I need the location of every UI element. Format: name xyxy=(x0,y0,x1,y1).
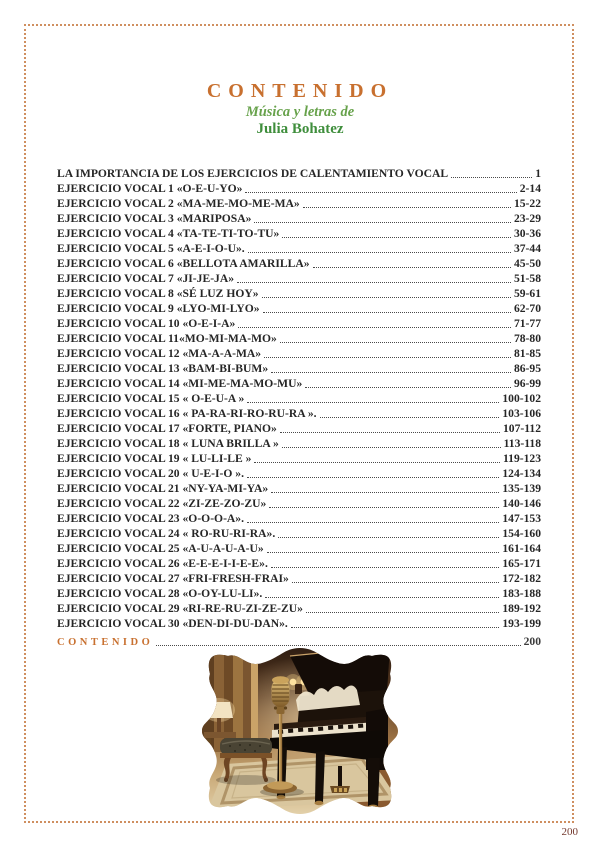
dot-leader xyxy=(271,492,499,493)
toc-entry[interactable] xyxy=(57,391,541,406)
toc-entry-label: EJERCICIO VOCAL 14 «MI-ME-MA-MO-MU» xyxy=(57,377,303,390)
dot-leader xyxy=(248,252,511,253)
toc-entry-pages: 96-99 xyxy=(513,377,541,390)
table-of-contents xyxy=(57,166,541,631)
toc-entry-pages: 37-44 xyxy=(513,242,541,255)
toc-entry-label: EJERCICIO VOCAL 28 «O-OY-LU-LI». xyxy=(57,587,263,600)
toc-entry[interactable] xyxy=(57,196,541,211)
corner-page-number: 200 xyxy=(561,826,578,838)
toc-entry-label: EJERCICIO VOCAL 12 «MA-A-A-MA» xyxy=(57,347,262,360)
toc-entry[interactable] xyxy=(57,406,541,421)
toc-entry[interactable] xyxy=(57,181,541,196)
dot-leader xyxy=(245,192,516,193)
dot-leader xyxy=(291,627,500,628)
toc-entry-pages: 103-106 xyxy=(502,407,541,420)
dot-leader xyxy=(269,507,499,508)
dot-leader xyxy=(282,237,511,238)
dot-leader xyxy=(262,297,511,298)
toc-entry-label: EJERCICIO VOCAL 1 «O-E-U-YO» xyxy=(57,182,243,195)
toc-entry[interactable] xyxy=(57,541,541,556)
dot-leader xyxy=(237,282,511,283)
dot-leader xyxy=(254,462,500,463)
toc-entry-label: EJERCICIO VOCAL 17 «FORTE, PIANO» xyxy=(57,422,277,435)
toc-entry-pages: 124-134 xyxy=(502,467,541,480)
dot-leader xyxy=(280,342,511,343)
toc-entry-pages: 113-118 xyxy=(503,437,541,450)
piano-microphone-illustration xyxy=(199,646,401,816)
toc-entry-pages: 165-171 xyxy=(502,557,541,570)
dot-leader xyxy=(292,582,500,583)
toc-entry-pages: 59-61 xyxy=(513,287,541,300)
toc-entry-label: EJERCICIO VOCAL 3 «MARIPOSA» xyxy=(57,212,252,225)
toc-footer-label: CONTENIDO xyxy=(57,637,154,648)
toc-entry-label: EJERCICIO VOCAL 11«MO-MI-MA-MO» xyxy=(57,332,277,345)
toc-entry-pages: 107-112 xyxy=(502,422,541,435)
toc-entry-pages: 51-58 xyxy=(513,272,541,285)
toc-entry-pages: 135-139 xyxy=(502,482,541,495)
toc-entry-label: EJERCICIO VOCAL 2 «MA-ME-MO-ME-MA» xyxy=(57,197,300,210)
dot-leader xyxy=(271,372,511,373)
dot-leader xyxy=(280,432,500,433)
toc-entry[interactable] xyxy=(57,526,541,541)
toc-entry[interactable] xyxy=(57,436,541,451)
dot-leader xyxy=(264,357,511,358)
toc-entry[interactable] xyxy=(57,301,541,316)
toc-entry-pages: 2-14 xyxy=(519,182,541,195)
toc-entry-pages: 86-95 xyxy=(513,362,541,375)
toc-entry[interactable] xyxy=(57,361,541,376)
toc-entry[interactable] xyxy=(57,271,541,286)
toc-entry[interactable] xyxy=(57,601,541,616)
dot-leader xyxy=(267,552,500,553)
toc-entry-label: EJERCICIO VOCAL 20 « U-E-I-O ». xyxy=(57,467,245,480)
toc-entry[interactable] xyxy=(57,316,541,331)
toc-entry-pages: 172-182 xyxy=(502,572,541,585)
toc-entry[interactable] xyxy=(57,496,541,511)
dot-leader xyxy=(247,402,499,403)
toc-entry-pages: 23-29 xyxy=(513,212,541,225)
toc-entry-pages: 189-192 xyxy=(502,602,541,615)
toc-entry-label: EJERCICIO VOCAL 27 «FRI-FRESH-FRAI» xyxy=(57,572,289,585)
toc-entry[interactable] xyxy=(57,376,541,391)
toc-entry-label: LA IMPORTANCIA DE LOS EJERCICIOS DE CALENTAMIENTO VOCAL xyxy=(57,167,449,180)
title-block xyxy=(0,80,600,138)
dot-leader xyxy=(271,567,499,568)
toc-entry-label: EJERCICIO VOCAL 7 «JI-JE-JA» xyxy=(57,272,235,285)
toc-entry-pages: 193-199 xyxy=(502,617,541,630)
toc-entry-label: EJERCICIO VOCAL 19 « LU-LI-LE » xyxy=(57,452,252,465)
toc-entry-pages: 62-70 xyxy=(513,302,541,315)
author-name: Julia Bohatez xyxy=(256,121,344,137)
toc-entry-pages: 1 xyxy=(535,167,541,180)
dot-leader xyxy=(263,312,511,313)
dot-leader xyxy=(238,327,511,328)
toc-entry-label: EJERCICIO VOCAL 4 «TA-TE-TI-TO-TU» xyxy=(57,227,280,240)
toc-entry[interactable] xyxy=(57,331,541,346)
toc-entry[interactable] xyxy=(57,511,541,526)
toc-entry-pages: 15-22 xyxy=(513,197,541,210)
dot-leader xyxy=(303,207,511,208)
toc-entry-label: EJERCICIO VOCAL 16 « PA-RA-RI-RO-RU-RA ». xyxy=(57,407,317,420)
toc-entry[interactable] xyxy=(57,286,541,301)
dot-leader xyxy=(247,522,499,523)
toc-entry-label: EJERCICIO VOCAL 18 « LUNA BRILLA » xyxy=(57,437,279,450)
toc-entry-label: EJERCICIO VOCAL 15 « O-E-U-A » xyxy=(57,392,245,405)
toc-entry[interactable] xyxy=(57,466,541,481)
dot-leader xyxy=(278,537,499,538)
toc-entry-label: EJERCICIO VOCAL 23 «O-O-O-A». xyxy=(57,512,244,525)
toc-entry-label: EJERCICIO VOCAL 13 «BAM-BI-BUM» xyxy=(57,362,269,375)
dot-leader xyxy=(254,222,511,223)
page-title: CONTENIDO xyxy=(206,80,394,102)
toc-entry-label: EJERCICIO VOCAL 10 «O-E-I-A» xyxy=(57,317,236,330)
toc-entry-pages: 147-153 xyxy=(502,512,541,525)
toc-entry[interactable] xyxy=(57,211,541,226)
toc-entry[interactable] xyxy=(57,571,541,586)
toc-entry-label: EJERCICIO VOCAL 8 «SÉ LUZ HOY» xyxy=(57,287,259,300)
toc-entry-label: EJERCICIO VOCAL 24 « RO-RU-RI-RA». xyxy=(57,527,276,540)
toc-entry-pages: 161-164 xyxy=(502,542,541,555)
toc-entry[interactable] xyxy=(57,586,541,601)
toc-entry-label: EJERCICIO VOCAL 25 «A-U-A-U-A-U» xyxy=(57,542,264,555)
toc-entry[interactable] xyxy=(57,241,541,256)
dot-leader xyxy=(265,597,499,598)
page-subtitle: Música y letras de xyxy=(245,104,355,120)
toc-entry-label: EJERCICIO VOCAL 22 «ZI-ZE-ZO-ZU» xyxy=(57,497,267,510)
toc-entry-pages: 78-80 xyxy=(513,332,541,345)
toc-entry-pages: 140-146 xyxy=(502,497,541,510)
toc-entry-label: EJERCICIO VOCAL 29 «RI-RE-RU-ZI-ZE-ZU» xyxy=(57,602,303,615)
dot-leader xyxy=(320,417,500,418)
toc-entry-pages: 100-102 xyxy=(502,392,541,405)
toc-entry[interactable] xyxy=(57,616,541,631)
toc-entry[interactable] xyxy=(57,481,541,496)
toc-entry-label: EJERCICIO VOCAL 26 «E-E-E-I-I-E-E». xyxy=(57,557,268,570)
toc-entry-pages: 71-77 xyxy=(513,317,541,330)
dot-leader xyxy=(313,267,511,268)
toc-entry-pages: 183-188 xyxy=(502,587,541,600)
toc-entry-pages: 81-85 xyxy=(513,347,541,360)
dot-leader xyxy=(305,387,511,388)
toc-entry-pages: 30-36 xyxy=(513,227,541,240)
dot-leader xyxy=(282,447,501,448)
dot-leader xyxy=(306,612,499,613)
dot-leader xyxy=(247,477,499,478)
toc-entry[interactable] xyxy=(57,421,541,436)
toc-entry[interactable] xyxy=(57,451,541,466)
toc-entry[interactable] xyxy=(57,166,541,181)
toc-entry-label: EJERCICIO VOCAL 5 «A-E-I-O-U». xyxy=(57,242,245,255)
toc-entry-label: EJERCICIO VOCAL 30 «DEN-DI-DU-DAN». xyxy=(57,617,288,630)
toc-entry[interactable] xyxy=(57,256,541,271)
dot-leader xyxy=(451,177,532,178)
toc-entry-label: EJERCICIO VOCAL 21 «NY-YA-MI-YA» xyxy=(57,482,269,495)
toc-entry[interactable] xyxy=(57,556,541,571)
toc-entry-pages: 119-123 xyxy=(502,452,541,465)
toc-entry-pages: 154-160 xyxy=(502,527,541,540)
toc-entry-pages: 45-50 xyxy=(513,257,541,270)
toc-entry[interactable] xyxy=(57,346,541,361)
toc-entry-label: EJERCICIO VOCAL 6 «BELLOTA AMARILLA» xyxy=(57,257,310,270)
toc-entry[interactable] xyxy=(57,226,541,241)
toc-footer-pages: 200 xyxy=(523,635,541,648)
toc-entry-label: EJERCICIO VOCAL 9 «LYO-MI-LYO» xyxy=(57,302,260,315)
